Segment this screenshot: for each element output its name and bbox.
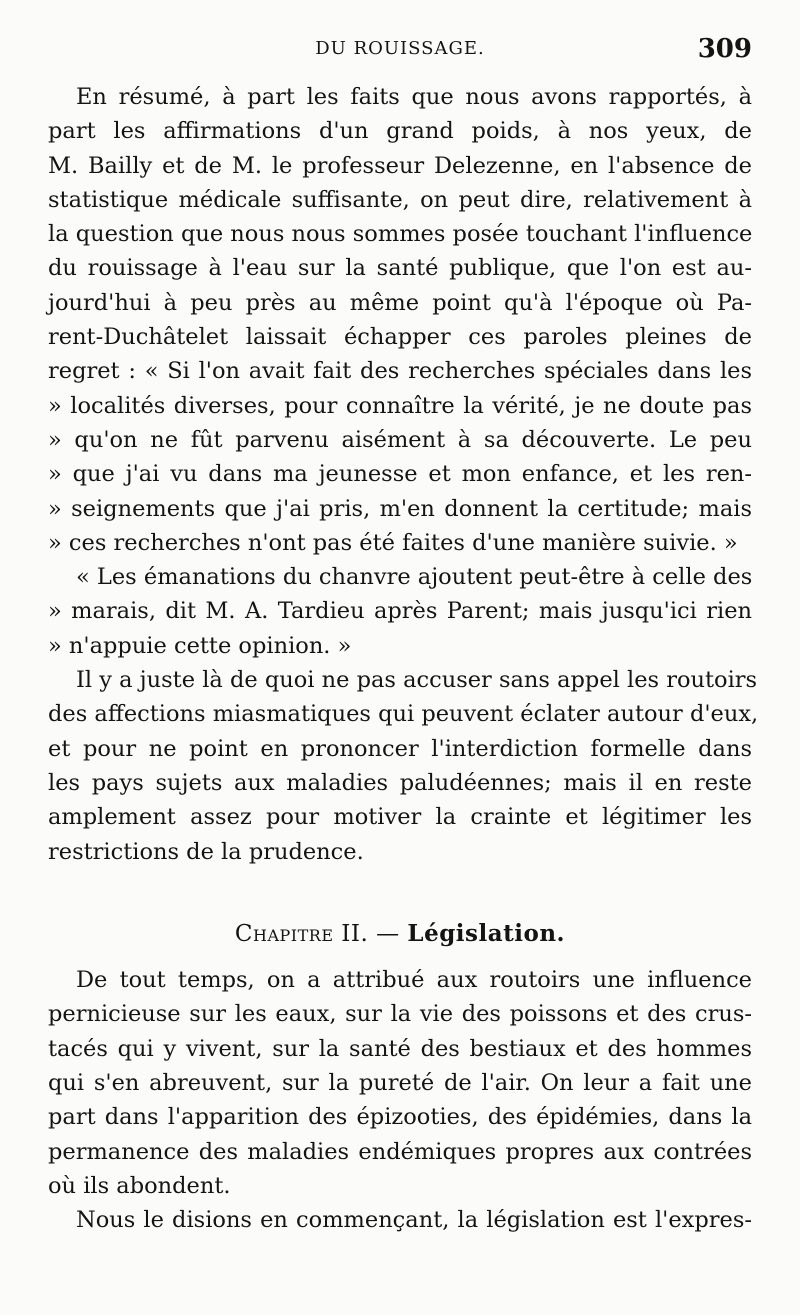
text-line: part dans l'apparition des épizooties, des épidémies, dans la <box>48 1104 752 1131</box>
text-line: rent-Duchâtelet laissait échapper ces paroles pleines de <box>48 324 752 351</box>
paragraph-influence <box>48 963 752 1203</box>
text-line: les pays sujets aux maladies paludéennes; mais il en reste <box>48 769 752 796</box>
chapter-title: Législation. <box>407 919 566 947</box>
chapter-heading <box>48 917 752 951</box>
text-line: des affections miasmatiques qui peuvent éclater autour d'eux, <box>48 701 759 728</box>
text-line: » seignements que j'ai pris, m'en donnent la certitude; mais <box>48 495 752 522</box>
page-number: 309 <box>697 34 752 64</box>
text-line: amplement assez pour motiver la crainte et légitimer les <box>48 804 752 831</box>
text-line: « Les émanations du chanvre ajoutent peut-être à celle des <box>76 564 753 591</box>
text-line: M. Bailly et de M. le professeur Delezenne, en l'absence de <box>48 152 752 179</box>
text-line: » ces recherches n'ont pas été faites d'une manière suivie. » <box>48 529 738 556</box>
running-head: DU ROUISSAGE. <box>315 38 485 59</box>
paragraph-tardieu-quote <box>48 560 752 663</box>
page-header <box>48 34 752 68</box>
body-text <box>48 80 759 1238</box>
text-line: et pour ne point en prononcer l'interdiction formelle dans <box>48 735 752 762</box>
chapter-label: Chapitre II. <box>234 920 369 947</box>
text-line: restrictions de la prudence. <box>48 838 364 865</box>
text-line: » marais, dit M. A. Tardieu après Parent; mais jusqu'ici rien <box>48 598 752 625</box>
text-line: du rouissage à l'eau sur la santé publique, que l'on est au- <box>48 255 752 282</box>
text-line: » que j'ai vu dans ma jeunesse et mon enfance, et les ren- <box>48 461 752 488</box>
text-line: En résumé, à part les faits que nous avons rapportés, à <box>76 84 752 110</box>
text-line: » localités diverses, pour connaître la vérité, je ne doute pas <box>48 392 752 419</box>
text-line: où ils abondent. <box>48 1172 231 1199</box>
text-line: statistique médicale suffisante, on peut dire, relativement à <box>48 186 752 213</box>
text-line: qui s'en abreuvent, sur la pureté de l'air. On leur a fait une <box>48 1070 752 1097</box>
text-line: part les affirmations d'un grand poids, à nos yeux, de <box>48 118 752 145</box>
text-line: » n'appuie cette opinion. » <box>48 632 352 659</box>
text-line: permanence des maladies endémiques propres aux contrées <box>48 1138 752 1165</box>
text-line: tacés qui y vivent, sur la santé des bestiaux et des hommes <box>48 1035 752 1062</box>
paragraph-conclusion <box>48 663 759 869</box>
text-line: jourd'hui à peu près au même point qu'à l'époque où Pa- <box>48 289 752 316</box>
text-line: Nous le disions en commençant, la législation est l'expres- <box>76 1207 752 1234</box>
text-line: De tout temps, on a attribué aux routoirs une influence <box>76 967 752 994</box>
text-line: la question que nous nous sommes posée touchant l'influence <box>48 221 753 248</box>
paragraph-summary <box>48 80 752 560</box>
paragraph-legislation <box>48 1203 752 1237</box>
chapter-dash: — <box>368 920 408 947</box>
text-line: » qu'on ne fût parvenu aisément à sa découverte. Le peu <box>48 426 752 453</box>
text-line: Il y a juste là de quoi ne pas accuser sans appel les routoirs <box>76 667 758 694</box>
text-line: pernicieuse sur les eaux, sur la vie des poissons et des crus- <box>48 1001 752 1028</box>
text-line: regret : « Si l'on avait fait des recherches spéciales dans les <box>48 358 752 385</box>
